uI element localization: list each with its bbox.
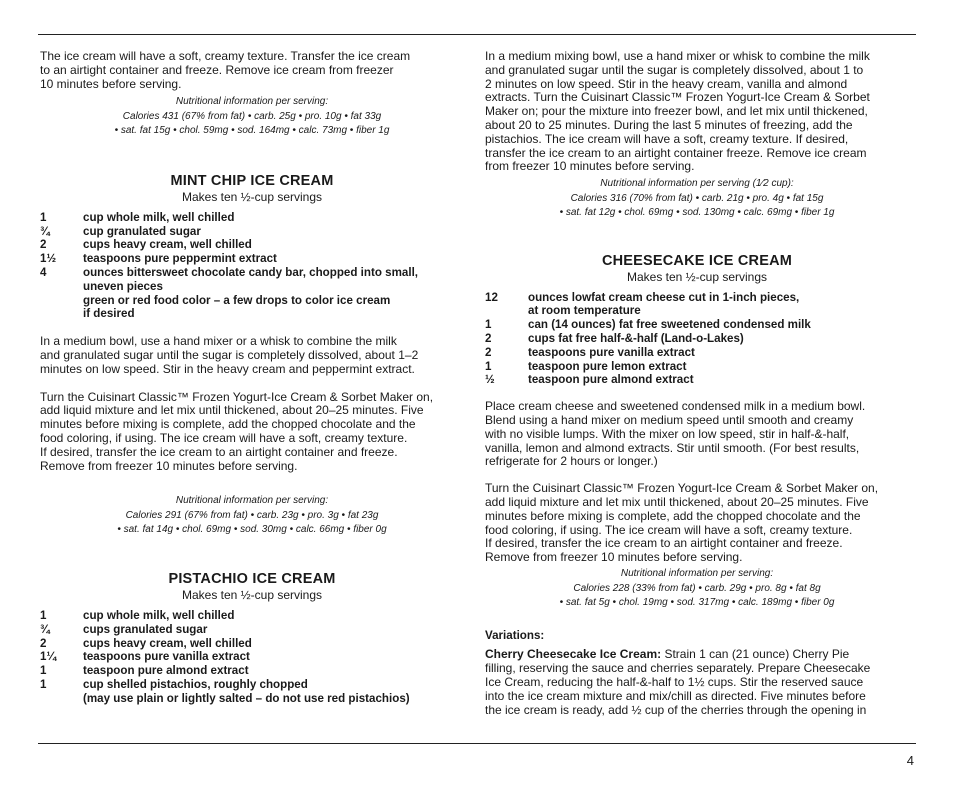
ingredient-row: 1½ teaspoons pure peppermint extract <box>40 252 277 266</box>
ingredient-row: 1 teaspoon pure almond extract <box>40 664 249 678</box>
ingredient-row: uneven pieces <box>83 279 163 293</box>
mint-chip-instructions-1: In a medium bowl, use a hand mixer or a whisk to combine the milk and granulated sugar until the sugar is completely dissolved, about 1–2 minutes on low speed. Stir in the heavy cream and peppermint extract. <box>40 334 419 376</box>
cheesecake-nutrition: Nutritional information per serving: Calories 228 (33% from fat) • carb. 29g • pro. 8g • fat 8g • sat. fat 5g • chol. 19mg • sod. 317mg • calc. 189mg • fiber 0g <box>559 568 835 609</box>
ingredient-row: 1 cup whole milk, well chilled <box>40 210 235 224</box>
ingredient-row: 2 cups fat free half-&-half (Land-o-Lakes) <box>485 332 744 346</box>
cheesecake-instructions-1: Place cream cheese and sweetened condensed milk in a medium bowl. Blend using a hand mixer on medium speed until smooth and creamy with no visible lumps. With the mixer on low speed, stir in half-&-half, vanilla, lemon and almond extracts. Stir until smooth. (For best results, refrigerate for 2 hours or longer.) <box>485 399 866 469</box>
ingredient-row: 2 cups heavy cream, well chilled <box>40 238 252 252</box>
mint-chip-title: MINT CHIP ICE CREAM <box>170 172 334 189</box>
pistachio-title: PISTACHIO ICE CREAM <box>168 570 336 587</box>
variation-label: Cherry Cheesecake Ice Cream: <box>485 647 662 662</box>
ingredient-row: 1 can (14 ounces) fat free sweetened condensed milk <box>485 318 811 332</box>
ingredient-row: 1 teaspoon pure lemon extract <box>485 359 687 373</box>
ingredient-row: ¾ cups granulated sugar <box>40 622 208 636</box>
ingredient-row: ½ teaspoon pure almond extract <box>485 373 694 387</box>
right-column <box>485 50 909 717</box>
variations-heading: Variations: <box>485 628 545 642</box>
intro-nutrition: Nutritional information per serving: Calories 431 (67% from fat) • carb. 25g • pro. 10g • fat 33g • sat. fat 15g • chol. 59mg • sod. 164mg • calc. 73mg • fiber 1g <box>114 96 390 137</box>
cheesecake-ingredients <box>485 291 909 388</box>
pistachio-makes: Makes ten ½-cup servings <box>181 587 323 602</box>
cheesecake-makes: Makes ten ½-cup servings <box>626 269 768 284</box>
ingredient-row: if desired <box>83 307 135 321</box>
ingredient-row: 1 cup whole milk, well chilled <box>40 608 235 622</box>
ingredient-row: 2 teaspoons pure vanilla extract <box>485 345 695 359</box>
bottom-rule <box>38 743 916 744</box>
ingredient-row: ¾ cup granulated sugar <box>40 224 201 238</box>
page-number: 4 <box>906 753 914 768</box>
cheesecake-instructions-2: Turn the Cuisinart Classic™ Frozen Yogurt-Ice Cream & Sorbet Maker on, add liquid mixture and let mix until thickened, about 20–25 minutes. Five minutes before mixing is complete, add the chopped chocolate and the food coloring, if using. The ice cream will have a soft, creamy texture. If desired, transfer the ice cream to an airtight container and freeze. Remove from freezer 10 minutes before serving. <box>485 481 879 565</box>
ingredient-row: at room temperature <box>528 304 641 318</box>
pistachio-ingredients <box>40 609 464 706</box>
ingredient-row: 1 cup shelled pistachios, roughly chopped <box>40 677 308 691</box>
pistachio-nutrition: Nutritional information per serving (1⁄2 cup): Calories 316 (70% from fat) • carb. 21g • pro. 4g • fat 15g • sat. fat 12g • chol. 69mg • sod. 130mg • calc. 69mg • fiber 1g <box>559 178 835 219</box>
mint-chip-nutrition: Nutritional information per serving: Calories 291 (67% from fat) • carb. 23g • pro. 3g • fat 23g • sat. fat 14g • chol. 69mg • sod. 30mg • calc. 66mg • fiber 0g <box>117 495 387 536</box>
pistachio-instructions: In a medium mixing bowl, use a hand mixer or whisk to combine the milk and granulated sugar until the sugar is completely dissolved, about 1 to 2 minutes on low speed. Stir in the heavy cream, vanilla and almond extracts. Turn the Cuisinart Classic™ Frozen Yogurt-Ice Cream & Sorbet Maker on; pour the mixture into freezer bowl, and let mix until thickened, about 20 to 25 minutes. During the last 5 minutes of freezing, add the pistachios. The ice cream will have a soft, creamy texture. If desired, transfer the ice cream to an airtight container freeze. Remove ice cream from freezer 10 minutes before serving. <box>485 49 870 174</box>
ingredient-row: 1¼ teaspoons pure vanilla extract <box>40 650 250 664</box>
ingredient-row: 4 ounces bittersweet chocolate candy bar, chopped into small, <box>40 266 419 280</box>
ingredient-row: 12 ounces lowfat cream cheese cut in 1-inch pieces, <box>485 290 800 304</box>
top-rule <box>38 34 916 35</box>
cheesecake-title: CHEESECAKE ICE CREAM <box>601 252 793 269</box>
ingredient-row: green or red food color – a few drops to color ice cream <box>83 293 391 307</box>
mint-chip-ingredients <box>40 211 464 321</box>
cherry-cheesecake-variation: Cherry Cheesecake Ice Cream: Strain 1 can (21 ounce) Cherry Pie filling, reserving the sauce and cherries separately. Prepare Cheesecake Ice Cream, reducing the half-&-half to 1½ cups. Stir the reserved sauce into the ice cream mixture and mix/chill as directed. Five minutes before the ice cream is ready, add ½ cup of the cherries through the opening in <box>485 647 871 717</box>
ingredient-row: 2 cups heavy cream, well chilled <box>40 636 252 650</box>
mint-chip-makes: Makes ten ½-cup servings <box>181 189 323 204</box>
left-column <box>40 50 464 706</box>
intro-paragraph: The ice cream will have a soft, creamy texture. Transfer the ice cream to an airtight container and freeze. Remove ice cream from freezer 10 minutes before serving. <box>40 49 411 91</box>
ingredient-row: (may use plain or lightly salted – do not use red pistachios) <box>83 691 410 705</box>
mint-chip-instructions-2: Turn the Cuisinart Classic™ Frozen Yogurt-Ice Cream & Sorbet Maker on, add liquid mixture and let mix until thickened, about 20–25 minutes. Five minutes before mixing is complete, add the chopped chocolate and the food coloring, if using. The ice cream will have a soft, creamy texture. If desired, transfer the ice cream to an airtight container and freeze. Remove from freezer 10 minutes before serving. <box>40 389 434 473</box>
